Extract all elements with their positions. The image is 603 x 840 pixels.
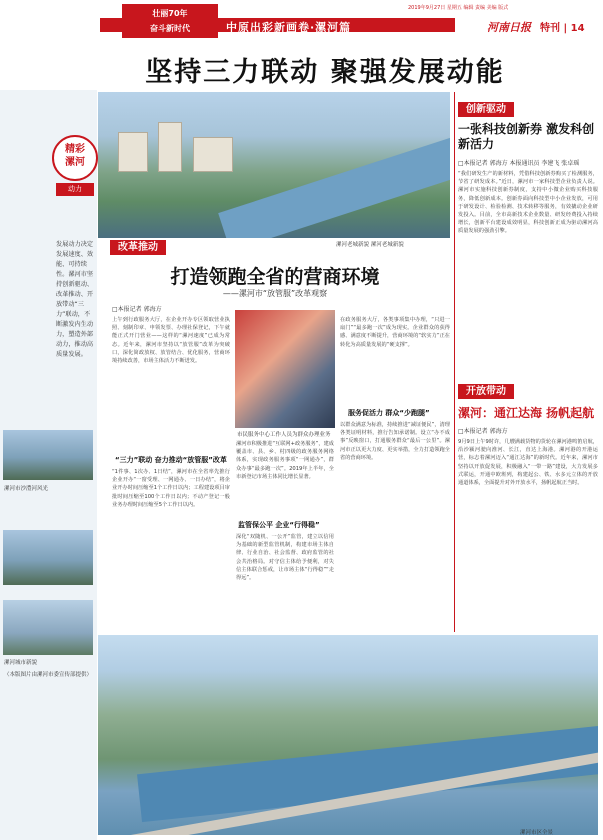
- opening-byline: □本报记者 郭海方: [458, 428, 508, 435]
- photo-caption-1: 漯河市沙澧河风光: [4, 486, 49, 492]
- service-center-photo: [235, 310, 335, 428]
- intro-text: 发展动力决定发展速度、效能、可持续性。漯河市坚持创新驱动、改革推动、开放带动“三力”联动，不断激发内生动力，塑造外部动力，推动高质量发展。: [56, 241, 94, 358]
- reform-section-3: 服务促活力 群众“少跑腿”: [348, 409, 430, 417]
- innovation-tag: 创新驱动: [458, 102, 514, 117]
- page-header: [0, 0, 603, 42]
- innovation-title: 一张科技创新券 激发科创新活力: [458, 122, 595, 151]
- opening-body: 9月9日上午9时许，几艘满载货物的货轮在漯河港鸣笛启航，沿沙颍河驶向淮河、长江，直达上海港。漯河港的开港运营，标志着漯河迈入“通江达海”的新时代。近年来，漯河市坚持以开放促发展，积极融入“一带一路”建设，大力发展多式联运，开通中欧班列，构建起公、铁、水多元立体的开放通道体系，全面提升对外开放水平，扬帆起航正当时。: [458, 439, 598, 487]
- bottom-panorama-photo: [98, 635, 598, 835]
- building: [193, 137, 233, 172]
- reform-subtitle: ——漯河市“放管服”改革观察: [222, 289, 328, 298]
- cityscape-photo: [3, 530, 93, 585]
- slogan-line-1: 壮丽70年: [152, 9, 188, 18]
- building: [118, 132, 148, 172]
- badge-line-2: 漯河: [65, 157, 85, 168]
- reform-body-5: 在政务服务大厅，各类事项集中办理，“只进一扇门”“最多跑一次”成为现实。企业群众的获得感、满意度不断提升，营商环境的“软实力”正在转化为高质量发展的“硬支撑”。: [340, 317, 450, 348]
- photo-credit: （本版图片由漯河市委宣传部提供）: [4, 672, 93, 678]
- reform-body-2: “1件事、1次办、1日结”，漯河市在全省率先推行企业开办“一窗受理、一网通办、一日办结”，将企业开办时间压缩至1个工作日以内；工程建设项目审批时间压缩至100个工作日以内；不动产登记一般业务办理时间压缩至5个工作日以内。: [112, 469, 230, 508]
- reform-section-1: “三力”联动 奋力推动“放管服”改革: [115, 456, 227, 464]
- anniversary-logo: [122, 4, 218, 38]
- top-photo: [98, 92, 450, 238]
- page-headline: 坚持三力联动 聚强发展动能: [145, 57, 505, 88]
- opening-title: 漯河：通江达海 扬帆起航: [458, 406, 595, 420]
- reform-byline: □本报记者 郭海方: [112, 306, 162, 313]
- section-badge: [52, 135, 98, 221]
- top-photo-caption: 漯河老城新貌 漯河老城新貌: [336, 242, 404, 248]
- reform-body-1: 上午到行政服务大厅，在企业开办专区领取营业执照、刻制印章、申领发票、办理社保登记，下午就能正式开门营业——这样的“漯河速度”已成为常态。近年来，漯河市坚持以“放管服”改革为突破口，深化简政放权、放管结合、优化服务，营商环境持续改善，市场主体活力不断迸发。: [112, 317, 230, 365]
- badge-line-1: 精彩: [65, 144, 85, 155]
- innovation-byline: □本报记者 郭海方 本报通讯员 李建飞 张卓瑶: [458, 160, 580, 167]
- page-label: 特刊 | 14: [540, 23, 585, 34]
- mid-photo-caption: 市民服务中心工作人员为群众办理业务: [237, 432, 331, 438]
- badge-emblem: [52, 135, 98, 181]
- reform-body-4: 深化“双随机、一公开”监管，建立以信用为基础的新型监管机制，构建市场主体自律、行业自治、社会监督、政府监管的社会共治格局。对守信主体给予便利，对失信主体联合惩戒，让市场主体“行得稳”“走得远”。: [236, 534, 334, 582]
- river-shape: [218, 133, 450, 238]
- reform-title: 打造领跑全省的营商环境: [170, 266, 380, 288]
- innovation-body: “我们研发生产的新材料，凭借科技创新券购买了检测服务，节省了研发成本。”近日，漯河市一家科技型企业负责人说。漯河市实施科技创新券制度，支持中小微企业购买科技服务，降低创新成本。创新券面向科技型中小企业发放，可用于研发设计、检验检测、技术转移等服务，有效撬动企业研发投入。目前，全市高新技术企业数量、研发经费投入持续增长，创新平台建设成效明显，科技创新正成为驱动漯河高质量发展的强劲引擎。: [458, 171, 598, 235]
- reform-body-3: 漯河市积极推进“互联网+政务服务”，建成覆盖市、县、乡、村四级的政务服务网络体系，实现政务服务事项“一网通办”，群众办事“最多跑一次”。2019年上半年，全市新登记市场主体同比增长显著。: [236, 441, 334, 480]
- bottom-photo-caption: 漯河市区全景: [520, 830, 554, 836]
- photo-caption-2: 漯河城市新貌: [4, 660, 38, 666]
- reform-section-2: 监管保公平 企业“行得稳”: [238, 521, 320, 529]
- reform-tag: 改革推动: [110, 240, 166, 255]
- building: [158, 122, 182, 172]
- slogan-line-2: 奋斗新时代: [150, 24, 190, 33]
- series-title: 中原出彩新画卷·漯河篇: [226, 21, 352, 34]
- badge-tag: 动力: [56, 183, 94, 196]
- date-line: 2019年9月27日 星期五 编辑 责编 美编 版式: [408, 5, 509, 11]
- opening-tag: 开放带动: [458, 384, 514, 399]
- riverside-photo: [3, 430, 93, 480]
- city-photo-2: [3, 600, 93, 655]
- column-rule: [454, 92, 455, 632]
- reform-body-6: 以群众满意为标准，持续推进“减证便民”，清理各类证明材料，推行告知承诺制。设立“办不成事”反映窗口，打通服务群众“最后一公里”。漯河市正以更大力度、更实举措，全力打造领跑全省的营商环境。: [340, 422, 450, 461]
- newspaper-name: 河南日报: [487, 21, 531, 34]
